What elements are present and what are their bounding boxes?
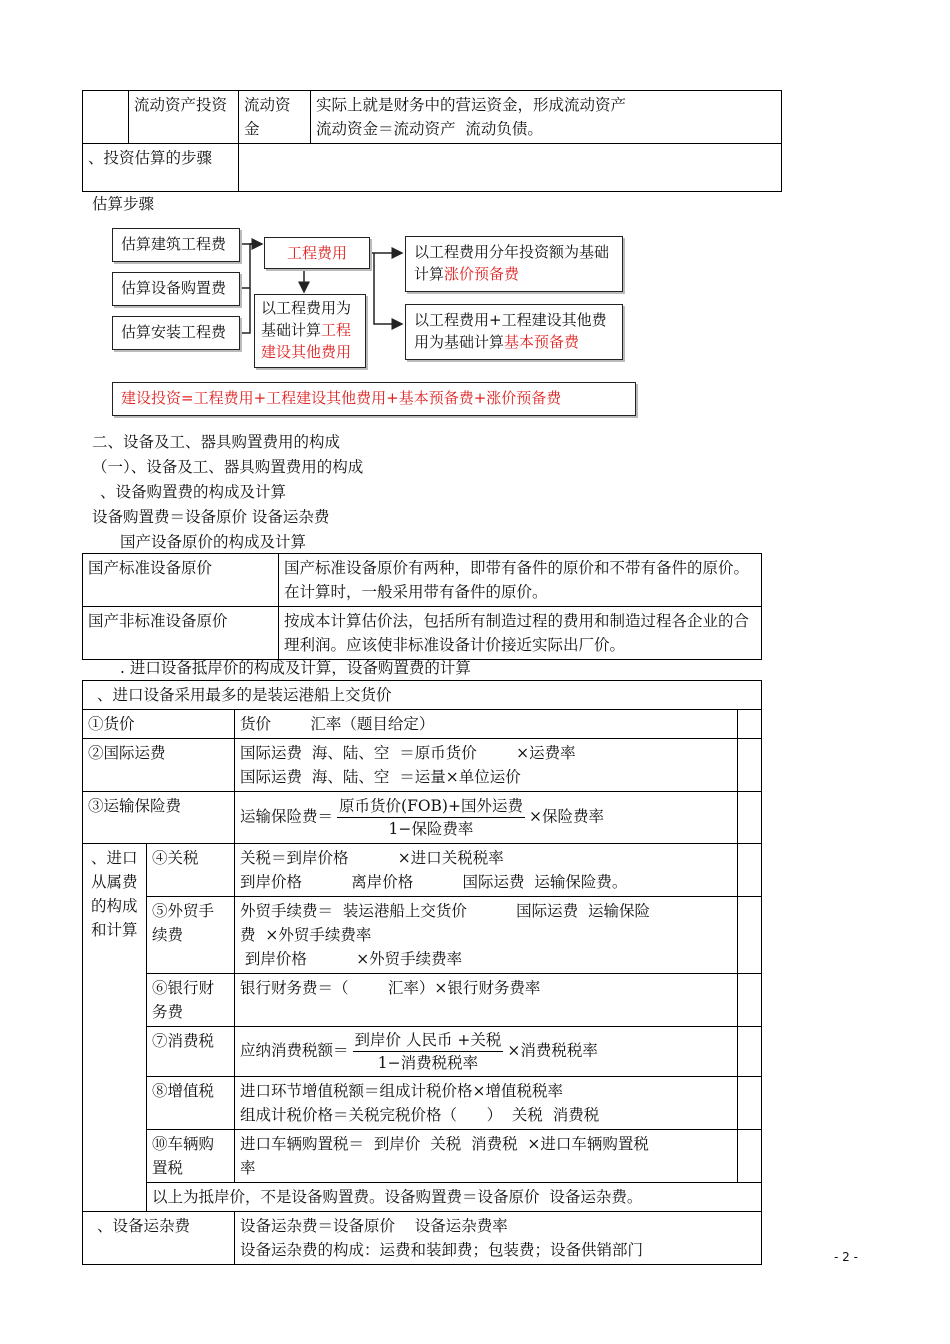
- import-row-desc: [235, 1212, 762, 1265]
- import-row-blank: [737, 1077, 761, 1130]
- section2-subtitle: （一）、设备及工、器具购置费用的构成: [92, 458, 364, 476]
- import-row-name: ⑦消费税: [147, 1027, 235, 1077]
- formula-suffix: ×消费税税率: [507, 1041, 598, 1060]
- domestic-title: 国产设备原价的构成及计算: [120, 533, 307, 551]
- import-row-desc: 货价 汇率（题目给定）: [235, 710, 738, 739]
- import-line: 组成计税价格＝关税完税价格（ ） 关税 消费税: [240, 1106, 600, 1124]
- import-line: 率: [240, 1159, 256, 1177]
- import-note: 以上为抵岸价，不是设备购置费。设备购置费＝设备原价 设备运杂费。: [147, 1183, 762, 1212]
- import-row-desc: [235, 1077, 738, 1130]
- import-line: 到岸价格 离岸价格 国际运费 运输保险费。: [240, 873, 628, 891]
- domestic-table: [82, 553, 762, 660]
- import-line: 到岸价格 ×外贸手续费率: [240, 950, 463, 968]
- section2-title: 二、设备及工、器具购置费用的构成: [92, 433, 341, 451]
- domestic-name-cell: 国产标准设备原价: [83, 554, 279, 607]
- import-row-desc: [235, 1130, 738, 1183]
- import-header: 、进口设备采用最多的是装运港船上交货价: [83, 681, 762, 710]
- import-line: 设备运杂费的构成：运费和装卸费；包装费；设备供销部门: [240, 1241, 644, 1259]
- formula-prefix: 运输保险费＝: [240, 807, 334, 826]
- flow-box-other-cost: [254, 294, 366, 368]
- import-row-desc: [235, 844, 738, 897]
- import-row-blank: [737, 792, 761, 844]
- import-line: 进口车辆购置税＝ 到岸价 关税 消费税 ×进口车辆购置税: [240, 1135, 649, 1153]
- flow-box-basic-reserve-text: 以工程费用+工程建设其他费用为基础计算: [414, 311, 607, 351]
- import-table: [82, 680, 762, 1265]
- flow-box-other-cost-text: 以工程费用为基础计算: [261, 299, 352, 339]
- domestic-desc-cell: 国产标准设备原价有两种，即带有备件的原价和不带有备件的原价。在计算时，一般采用带有备件的原价。: [279, 554, 762, 607]
- equip-formula: 设备购置费＝设备原价 设备运杂费: [92, 508, 330, 526]
- top-table-line: 流动资金＝流动资产 流动负债。: [316, 120, 543, 138]
- fraction-numerator: 原币货价(FOB)+国外运费: [337, 795, 525, 818]
- excise-fraction: [353, 1029, 504, 1074]
- insurance-fraction: [337, 795, 525, 840]
- import-row-name: 、设备运杂费: [83, 1212, 235, 1265]
- flow-box-basic-reserve: [405, 304, 623, 360]
- flow-box-building: 估算建筑工程费: [112, 228, 240, 262]
- flow-box-install: 估算安装工程费: [112, 316, 240, 350]
- import-row-blank: [737, 1027, 761, 1077]
- import-row-name: ②国际运费: [83, 739, 235, 792]
- page-number: - 2 -: [834, 1250, 858, 1264]
- top-table-cell: 流动资金: [239, 91, 311, 144]
- flow-box-basic-reserve-red: 基本预备费: [504, 333, 580, 351]
- flow-box-price-reserve-red: 涨价预备费: [444, 265, 520, 283]
- top-table-cell: 、投资估算的步骤: [83, 144, 239, 192]
- import-row-name: ①货价: [83, 710, 235, 739]
- import-line: 关税＝到岸价格 ×进口关税税率: [240, 849, 504, 867]
- flow-box-price-reserve-text: 以工程费用分年投资额为基础计算: [414, 243, 610, 283]
- fraction-denominator: 1−消费税税率: [377, 1054, 479, 1072]
- import-title: . 进口设备抵岸价的构成及计算，设备购置费的计算: [120, 659, 471, 677]
- flow-box-formula: 建设投资=工程费用+工程建设其他费用+基本预备费+涨价预备费: [112, 382, 636, 416]
- fraction-numerator: 到岸价 人民币 +关税: [353, 1029, 504, 1052]
- import-line: 外贸手续费＝ 装运港船上交货价 国际运费 运输保险: [240, 902, 650, 920]
- import-row-name: ⑩车辆购置税: [147, 1130, 235, 1183]
- fraction-denominator: 1−保险费率: [388, 820, 474, 838]
- import-line: 费 ×外贸手续费率: [240, 926, 372, 944]
- import-row-desc: 银行财务费＝（ 汇率）×银行财务费率: [235, 974, 738, 1027]
- import-row-blank: [737, 1130, 761, 1183]
- import-row-blank: [737, 974, 761, 1027]
- import-row-desc: [235, 792, 738, 844]
- equip-title: 、设备购置费的构成及计算: [100, 483, 287, 501]
- import-line: 国际运费 海、陆、空 ＝原币货价 ×运费率: [240, 744, 576, 762]
- import-line: 设备运杂费＝设备原价 设备运杂费率: [240, 1217, 508, 1235]
- flow-box-engineering-cost: 工程费用: [264, 237, 370, 269]
- import-row-name: ⑥银行财务费: [147, 974, 235, 1027]
- import-row-name: ⑧增值税: [147, 1077, 235, 1130]
- import-row-desc: [235, 739, 738, 792]
- flow-box-price-reserve: [405, 236, 623, 292]
- flow-box-other-cost-red: 工程建设其他费用: [261, 321, 352, 361]
- flow-box-equipment: 估算设备购置费: [112, 272, 240, 306]
- flowchart-arrows: [0, 0, 950, 430]
- formula-prefix: 应纳消费税额＝: [240, 1041, 349, 1060]
- formula-suffix: ×保险费率: [528, 807, 604, 826]
- import-row-blank: [737, 739, 761, 792]
- domestic-name-cell: 国产非标准设备原价: [83, 607, 279, 660]
- import-row-blank: [737, 897, 761, 974]
- import-row-name: ④关税: [147, 844, 235, 897]
- import-row-desc: [235, 897, 738, 974]
- import-line: 进口环节增值税额＝组成计税价格×增值税税率: [240, 1082, 563, 1100]
- top-table-cell: 流动资产投资: [129, 91, 239, 144]
- estimate-steps-title: 估算步骤: [92, 195, 155, 213]
- import-row-blank: [737, 844, 761, 897]
- import-row-name: ⑤外贸手续费: [147, 897, 235, 974]
- import-row-name: ③运输保险费: [83, 792, 235, 844]
- import-group-label: 、进口从属费的构成和计算: [83, 844, 147, 1212]
- import-row-blank: [737, 710, 761, 739]
- import-line: 国际运费 海、陆、空 ＝运量×单位运价: [240, 768, 521, 786]
- import-row-desc: [235, 1027, 738, 1077]
- top-table-line: 实际上就是财务中的营运资金，形成流动资产: [316, 96, 627, 114]
- domestic-desc-cell: 按成本计算估价法，包括所有制造过程的费用和制造过程各企业的合理利润。应该使非标准设备计价接近实际出厂价。: [279, 607, 762, 660]
